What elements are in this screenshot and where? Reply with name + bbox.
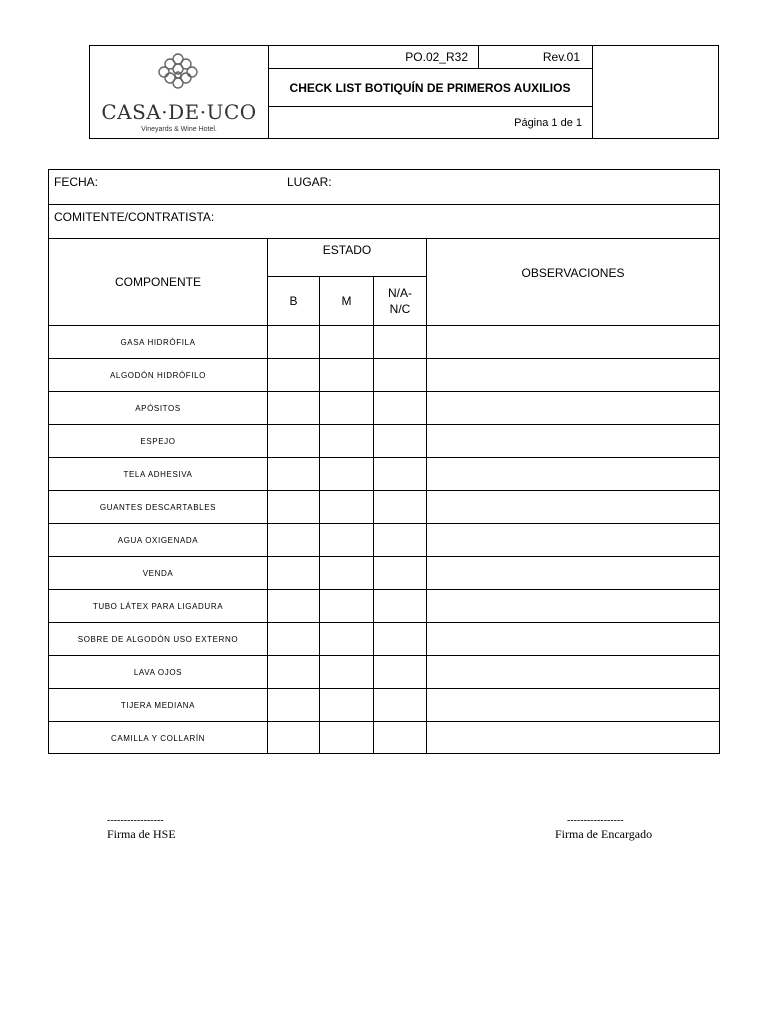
- observaciones-cell[interactable]: [427, 722, 719, 754]
- page-number: Página 1 de 1: [268, 107, 593, 138]
- observaciones-cell[interactable]: [427, 392, 719, 424]
- component-name: SOBRE DE ALGODÓN USO EXTERNO: [77, 634, 239, 644]
- na-cell[interactable]: [374, 623, 426, 655]
- na-cell[interactable]: [374, 491, 426, 523]
- na-cell[interactable]: [374, 425, 426, 457]
- component-name: GASA HIDRÓFILA: [120, 337, 196, 347]
- na-cell[interactable]: [374, 722, 426, 754]
- checklist-table: [48, 169, 720, 754]
- b-cell[interactable]: [268, 557, 319, 589]
- table-row: [49, 722, 719, 755]
- b-cell[interactable]: [268, 326, 319, 358]
- b-cell[interactable]: [268, 722, 319, 754]
- m-cell[interactable]: [320, 722, 373, 754]
- b-header: B: [289, 294, 298, 308]
- table-row: [49, 623, 719, 656]
- document-code: PO.02_R32: [268, 46, 479, 69]
- b-cell[interactable]: [268, 359, 319, 391]
- na-cell[interactable]: [374, 656, 426, 688]
- component-name: TIJERA MEDIANA: [120, 700, 196, 710]
- estado-header: ESTADO: [322, 243, 372, 257]
- m-cell[interactable]: [320, 689, 373, 721]
- signature-line: -----------------: [107, 815, 164, 826]
- component-name: CAMILLA Y COLLARÍN: [110, 733, 206, 743]
- observaciones-cell[interactable]: [427, 458, 719, 490]
- table-row: [49, 425, 719, 458]
- na-cell[interactable]: [374, 557, 426, 589]
- na-nc-header: N/A- N/C: [388, 286, 412, 316]
- table-row: [49, 491, 719, 524]
- table-row: [49, 326, 719, 359]
- fecha-lugar-row: [49, 170, 719, 205]
- component-name: ALGODÓN HIDRÓFILO: [110, 370, 206, 380]
- signature-encargado: [555, 815, 652, 841]
- m-cell[interactable]: [320, 557, 373, 589]
- component-name: APÓSITOS: [135, 403, 181, 413]
- comitente-row: [49, 204, 719, 239]
- observaciones-cell[interactable]: [427, 689, 719, 721]
- table-row: [49, 359, 719, 392]
- document-header: [89, 45, 719, 139]
- table-row: [49, 656, 719, 689]
- na-cell[interactable]: [374, 689, 426, 721]
- component-name: TUBO LÁTEX PARA LIGADURA: [92, 601, 224, 611]
- logo-name: CASA·DE·UCO: [101, 100, 257, 124]
- observaciones-cell[interactable]: [427, 557, 719, 589]
- table-row: [49, 524, 719, 557]
- table-row: [49, 557, 719, 590]
- na-cell[interactable]: [374, 590, 426, 622]
- na-cell[interactable]: [374, 392, 426, 424]
- m-cell[interactable]: [320, 326, 373, 358]
- document-revision: Rev.01: [479, 46, 593, 69]
- m-cell[interactable]: [320, 392, 373, 424]
- m-cell[interactable]: [320, 623, 373, 655]
- m-cell[interactable]: [320, 590, 373, 622]
- fecha-label: FECHA:: [54, 175, 99, 189]
- b-cell[interactable]: [268, 623, 319, 655]
- b-cell[interactable]: [268, 590, 319, 622]
- m-cell[interactable]: [320, 491, 373, 523]
- b-cell[interactable]: [268, 524, 319, 556]
- na-cell[interactable]: [374, 524, 426, 556]
- logo: [90, 46, 269, 138]
- m-cell[interactable]: [320, 656, 373, 688]
- m-cell[interactable]: [320, 524, 373, 556]
- logo-tagline: Vineyards & Wine Hotel.: [141, 126, 217, 133]
- table-row: [49, 392, 719, 425]
- m-cell[interactable]: [320, 359, 373, 391]
- observaciones-cell[interactable]: [427, 524, 719, 556]
- b-cell[interactable]: [268, 689, 319, 721]
- observaciones-cell[interactable]: [427, 491, 719, 523]
- observaciones-cell[interactable]: [427, 623, 719, 655]
- b-cell[interactable]: [268, 425, 319, 457]
- observaciones-header: OBSERVACIONES: [521, 266, 625, 280]
- component-name: ESPEJO: [140, 436, 176, 446]
- lugar-label: LUGAR:: [287, 175, 332, 189]
- signature-encargado-label: Firma de Encargado: [555, 827, 653, 841]
- b-cell[interactable]: [268, 656, 319, 688]
- observaciones-cell[interactable]: [427, 590, 719, 622]
- document-title: CHECK LIST BOTIQUÍN DE PRIMEROS AUXILIOS: [268, 69, 593, 107]
- observaciones-cell[interactable]: [427, 359, 719, 391]
- componente-header: COMPONENTE: [114, 274, 201, 289]
- component-name: VENDA: [142, 568, 174, 578]
- m-cell[interactable]: [320, 458, 373, 490]
- signature-hse-label: Firma de HSE: [107, 827, 176, 841]
- signature-line: -----------------: [567, 815, 624, 826]
- na-cell[interactable]: [374, 458, 426, 490]
- component-name: AGUA OXIGENADA: [117, 535, 199, 545]
- comitente-label: COMITENTE/CONTRATISTA:: [54, 210, 215, 224]
- observaciones-cell[interactable]: [427, 656, 719, 688]
- flower-emblem-icon: [154, 51, 202, 93]
- b-cell[interactable]: [268, 458, 319, 490]
- observaciones-cell[interactable]: [427, 326, 719, 358]
- component-name: GUANTES DESCARTABLES: [99, 502, 217, 512]
- table-row: [49, 689, 719, 722]
- table-row: [49, 458, 719, 491]
- signature-hse: [107, 815, 176, 841]
- na-cell[interactable]: [374, 359, 426, 391]
- b-cell[interactable]: [268, 392, 319, 424]
- observaciones-cell[interactable]: [427, 425, 719, 457]
- m-header: M: [341, 294, 352, 308]
- component-name: TELA ADHESIVA: [123, 469, 193, 479]
- b-cell[interactable]: [268, 491, 319, 523]
- na-cell[interactable]: [374, 326, 426, 358]
- table-row: [49, 590, 719, 623]
- component-name: LAVA OJOS: [133, 667, 183, 677]
- m-cell[interactable]: [320, 425, 373, 457]
